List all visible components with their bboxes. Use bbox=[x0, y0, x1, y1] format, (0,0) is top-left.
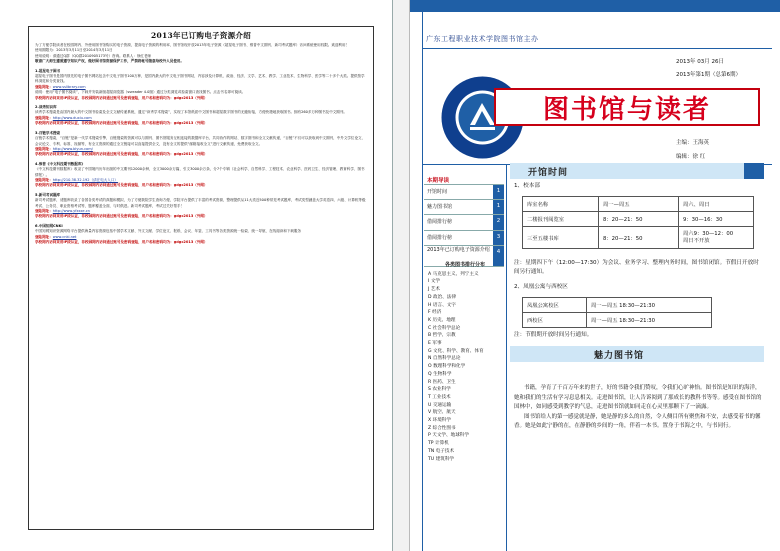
category-item: R 医药、卫生 bbox=[428, 379, 456, 385]
section-access: 学校网内访问采用IP段认证，非校园网内访问通过账号及密码登陆，用户名和密码均为：gdgc2013（外网） bbox=[35, 121, 208, 126]
category-item: O 数理科学和化学 bbox=[428, 364, 466, 370]
section-text: 新司考试题库，适题库收录了各国各类考试的真题和模拟，为了方便我院学生查询方便，学院平台提供了丰富的考试资源，整理提供从11大类近500种常见考试题库，考试类型涵盖大学英语四、六级、计算机等级考试、公务员、职业资格考试等，题库覆盖全面，与时俱进。新司考试题库，考试过关好帮手！ bbox=[35, 198, 366, 208]
category-item: TU 建筑科学 bbox=[428, 456, 455, 462]
masthead-title: 图书馆与读者 bbox=[542, 94, 711, 125]
category-item: F 经济 bbox=[428, 310, 442, 316]
intro-paragraph: 为了方便学院读者在校园网内、外使用图书馆购买的电子资源，提高电子资源的利用率，图书馆现开放2013年电子资源（超星电子图书、维普中文期刊、新司考试题库）访问系统使用权限。欢迎利用！ bbox=[35, 43, 350, 47]
charm-banner-title: 魅力图书馆 bbox=[594, 350, 645, 361]
editor: 编辑：徐 红 bbox=[676, 154, 706, 160]
hours-table-main bbox=[522, 196, 754, 249]
intro-notice: 敬请广大师生遵照遵守知识产权，做好图书馆资源保护工作，严禁将帐号随意给校外人员使用。 bbox=[35, 59, 184, 64]
issue-guide-page: 3 bbox=[493, 231, 504, 245]
section-link[interactable]: www.sslibrary.com bbox=[52, 84, 86, 89]
category-item: U 交通运输 bbox=[428, 402, 452, 408]
banner-accent bbox=[744, 163, 764, 179]
category-item: B 哲学、宗教 bbox=[428, 333, 456, 339]
link-label: 登陆网址： bbox=[35, 208, 53, 213]
campus-phoenix-label: 2、凤凰公寓与西校区 bbox=[514, 284, 568, 290]
category-item: G 文化、科学、教育、体育 bbox=[428, 348, 484, 354]
link-label: 登陆网址： bbox=[35, 234, 53, 239]
section-tip: 说明：使用“电子图书阅读”，下载并安装新版超星浏览器（ssreader 4.0版）通过分类浏览或检索窗口查找图书。点击书名即可阅读。 bbox=[35, 90, 246, 95]
issue-guide-page: 4 bbox=[493, 246, 504, 266]
section-text: 《中文科技期刊数据库》收录了中国境内历年出版的中文期刊12000余种，全文3000余万篇，引文3000余万条，分7个专辑（社会科学、自然科学、工程技术、农业科学、医药卫生、经济管理、教育科学、图书情报）。 bbox=[35, 167, 365, 177]
table-cell: 9：30—16：30 bbox=[679, 212, 754, 227]
issue-date: 2013年 03月 26日 bbox=[676, 59, 724, 65]
hours-note-main: 注：星期四下午（12:00—17:30）为会议、业务学习、整理内务时间，图书馆闭馆。节假日开放时间另行通知。 bbox=[514, 260, 759, 276]
section-access: 学校网内访问采用IP段认证，非校园网内访问通过账号及密码登陆，用户名和密码均为：gdgc2013（外网） bbox=[35, 95, 208, 100]
category-item: Z 综合性图书 bbox=[428, 425, 456, 431]
table-row bbox=[523, 313, 712, 328]
category-item: C 社会科学总论 bbox=[428, 325, 461, 331]
issue-guide-page: 1 bbox=[493, 185, 504, 199]
e-resources-frame bbox=[28, 26, 374, 530]
category-item: D 政治、法律 bbox=[428, 294, 456, 300]
category-item: E 军事 bbox=[428, 341, 442, 347]
right-page bbox=[410, 0, 780, 551]
section-link[interactable]: http://www.yfzxxe.cn bbox=[52, 208, 90, 213]
section-access: 学校网内访问采用IP段认证，非校园网内访问通过账号及密码登陆，用户名和密码均为：gdgc2013（外网） bbox=[35, 214, 208, 219]
section-text: 百链学术搜索，“百链”是新一代学术搜索引擎，百链搜索的资源可以与期刊、图书馆服务互相连接的数据库平台，共同协作的网站、数字图书和全文文献传递，“百链”不仅可以获取到中文期刊，中外文学位论文、会议论文、专利、标准、视频等，有全文资源的通过全文链接可以直接提供全文，没有全文的提供“邮箱接收全文”进行文献传递，免费获取全文。 bbox=[35, 136, 366, 146]
category-item: Q 生物科学 bbox=[428, 371, 452, 377]
category-item: A 马克思主义、列宁主义 bbox=[428, 271, 479, 277]
category-item: S 农业科学 bbox=[428, 387, 451, 393]
article-paragraph: 书籍，孕育了千百万年来的世子，好的书籍令我们赞叹，令我们心旷神怡。图书馆是知识的海洋，她和我们的生活有学习息息相关。走进图书馆，让人告诉阅到了那成长的教科书等等。感受在图书馆的国林中，如同感受到教学的气息，走进图书馆就如同走在心灵里那颗下了一滴露。 bbox=[514, 385, 762, 411]
section-link[interactable]: http://www.blyun.com/ bbox=[52, 146, 93, 151]
category-item: TP 计算机 bbox=[428, 441, 449, 447]
table-cell: 周一—周五 bbox=[599, 197, 679, 212]
section-link[interactable]: http://www.duxiu.com bbox=[52, 115, 92, 120]
issue-guide bbox=[424, 175, 504, 267]
issue-guide-item[interactable] bbox=[424, 199, 504, 214]
table-cell: 周六9：30—12：00 周日不开放 bbox=[679, 227, 754, 249]
issue-guide-page: 1 bbox=[493, 200, 504, 214]
issue-guide-item[interactable] bbox=[424, 184, 504, 199]
section-link[interactable]: http://210.38.32.192（请在电大入口） bbox=[52, 177, 118, 182]
opening-banner-title: 开馆时间 bbox=[528, 167, 569, 178]
table-cell: 三至五楼书库 bbox=[523, 227, 599, 249]
issue-guide-label: 开馆时间 bbox=[427, 189, 448, 195]
section-title: 2.读秀知识库 bbox=[35, 105, 57, 110]
campus-main-label: 1、校本部 bbox=[514, 183, 540, 189]
issue-guide-label: 借阅排行榜 bbox=[427, 219, 453, 226]
section-text: 中国知网知识资源网络平台提供海量内容资源包括中国学术文献、外文文献、学位论文、报纸、会议、年鉴、工具书等各类资源统一检索、统一导航、在线阅读和下载服务 bbox=[35, 229, 302, 234]
table-row bbox=[523, 298, 712, 313]
section-title: 4.维普《中文科技期刊数据库》 bbox=[35, 161, 85, 166]
charm-banner bbox=[510, 346, 764, 362]
hours-table-phoenix bbox=[522, 297, 712, 328]
section-title: 3.百链学术搜索 bbox=[35, 130, 61, 135]
issue-guide-label: 2013年已订购电子资源介绍 bbox=[427, 246, 490, 253]
e-resources-title: 2013年已订购电子资源介绍 bbox=[150, 31, 252, 40]
charm-article bbox=[514, 384, 764, 432]
link-label: 登陆网址： bbox=[35, 146, 53, 151]
opening-banner bbox=[510, 163, 764, 179]
table-cell: 周一—周五 18:30—21:30 bbox=[587, 313, 712, 328]
issue-guide-label: 魅力图书馆 bbox=[427, 204, 453, 211]
link-label: 登陆网址： bbox=[35, 177, 53, 182]
issue-number: 2013年第1期（总第6期） bbox=[676, 72, 741, 78]
issue-guide-page: 2 bbox=[493, 215, 504, 229]
category-item: X 环境科学 bbox=[428, 418, 451, 424]
header-rule bbox=[422, 48, 772, 49]
issue-guide-heading: 本期导读 bbox=[427, 178, 450, 184]
hours-note-phoenix: 注：节假期开放时间另行通知。 bbox=[514, 332, 593, 338]
category-item: T 工业技术 bbox=[428, 394, 451, 400]
issue-guide-label: 借阅排行榜 bbox=[427, 234, 453, 241]
section-text: 读秀学术搜索是由国内最大的中文图书检索及全文文献传递系统，通过“读秀学术搜索”，实现了本馆纸质中文图书和超星数字图书的无缝衔接，方便快捷地获取图书。拥有260多万种图书及中文期刊。 bbox=[35, 110, 347, 115]
table-cell: 二楼报刊阅览室 bbox=[523, 212, 599, 227]
intro-period: 使用期限为：2013年3月11日至2014年3月11日 bbox=[35, 48, 113, 53]
article-paragraph: 图书馆给人的第一感觉就是静，她是静的多么的自然，令人侧目所有聚焦和不安，去感受着书的馨香。她是如此宁静的在，在静静的乡间的一角，伴着一本书。置身于书海之中，与书同行。 bbox=[514, 413, 761, 430]
section-text: 超星电子图书是国内领先的电子图书网站包含中文电子图书100万种，是国内最大的中文电子图书网站，内容涉及计算机、政治、经济、文学、艺术、教学、工业技术、生物科学、医学等二十多个大类。提供按学科浏览和分类查找。 bbox=[35, 74, 365, 84]
category-item: J 艺术 bbox=[428, 287, 441, 293]
category-item: N 自然科学总论 bbox=[428, 356, 461, 362]
category-item: P 天文学、地球科学 bbox=[428, 433, 469, 439]
table-row bbox=[523, 212, 754, 227]
section-access: 学校网内访问采用IP段认证，非校园网内访问通过账号及密码登陆，用户名和密码均为：gdgc2013（外网） bbox=[35, 240, 208, 244]
masthead bbox=[494, 88, 760, 126]
table-cell: 8：20—21：50 bbox=[599, 227, 679, 249]
table-cell: 8：20—21：50 bbox=[599, 212, 679, 227]
category-item: H 语言、文字 bbox=[428, 302, 456, 308]
top-color-band bbox=[410, 0, 780, 12]
table-cell: 西校区 bbox=[523, 313, 587, 328]
section-access: 学校网内访问采用IP段认证，非校园网内访问通过账号及密码登陆，用户名和密码均为：gdgc2013（外网） bbox=[35, 183, 208, 188]
column-divider bbox=[506, 165, 507, 551]
category-list bbox=[428, 262, 502, 463]
table-cell: 周一—周五 18:30—21:30 bbox=[587, 298, 712, 313]
intro-contact: 使用说明：请通过Q群（QQ群2010905173号）咨询。联系人：徐红老师 bbox=[35, 53, 152, 58]
table-cell: 周六、周日 bbox=[679, 197, 754, 212]
editor-main: 主编：王海英 bbox=[676, 140, 710, 146]
section-title: 6.中国知网CNKI bbox=[35, 223, 63, 228]
section-title: 5.新司考试题库 bbox=[35, 192, 61, 197]
link-label: 登陆网址： bbox=[35, 115, 53, 120]
table-cell: 库室名称 bbox=[523, 197, 599, 212]
category-item: I 文学 bbox=[428, 279, 441, 285]
category-item: TN 电子技术 bbox=[428, 448, 455, 454]
page-gutter bbox=[393, 0, 410, 551]
section-link[interactable]: www.cnki.net bbox=[52, 234, 77, 239]
issue-guide-item[interactable] bbox=[424, 230, 504, 245]
table-row bbox=[523, 197, 754, 212]
link-label: 登陆网址： bbox=[35, 84, 53, 89]
table-row bbox=[523, 227, 754, 249]
category-item: K 历史、地理 bbox=[428, 317, 456, 323]
category-items bbox=[428, 271, 502, 464]
issue-guide-item[interactable] bbox=[424, 214, 504, 229]
sponsor-line: 广东工程职业技术学院图书馆主办 bbox=[426, 35, 539, 43]
left-rule bbox=[422, 12, 423, 551]
section-title: 1.超星电子图书 bbox=[35, 68, 61, 73]
e-resources-body bbox=[29, 41, 373, 245]
section-access: 学校网内访问采用IP段认证，非校园网内访问通过账号及密码登陆，用户名和密码均为：gdgc2013（外网） bbox=[35, 152, 208, 157]
category-title: 各类图书排行分布 bbox=[444, 262, 485, 268]
category-item: V 航空、航天 bbox=[428, 410, 456, 416]
table-cell: 凤凰公寓校区 bbox=[523, 298, 587, 313]
